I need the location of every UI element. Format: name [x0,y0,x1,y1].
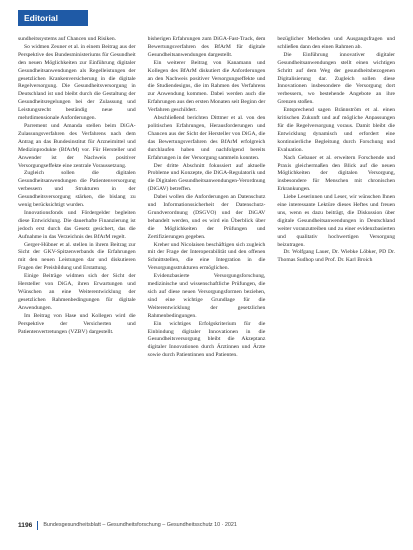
page-footer [18,519,395,531]
paragraph: Die Einführung innovativer digitaler Gesundheitsanwendungen stellt einen wichtigen Schritt auf dem Weg der gesundheitsbezogenen Digitalisierung dar. Zugleich sollen diese Innovationen insbesondere die Versorgung dort verbessern, wo bestehende Angebote an ihre Grenzen stoßen. [277,51,396,106]
paragraph: Im Beitrag von Hase und Kollegen wird die Perspektive der Versicherten und Patientenvertretungen (VZBV) dargestellt. [18,312,136,335]
paragraph: Parrement und Amanda stellen beim DiGA-Zulassungsverfahren des Verfahrens nach dem Antrag an das Bundesinstitut für Arzneimittel und Medizinprodukte (BfArM) vor. Für Hersteller und Anwender ist der Nachweis positiver Versorgungseffekte eine zentrale Voraussetzung. [18,122,136,169]
paragraph: Ein weiterer Beitrag von Kanamann und Kollegen des BfArM diskutiert die Anforderungen an den Nachweis positiver Versorgungseffekte und die Studiendesigns, die im Rahmen des Verfahrens zur Anwendung kommen. Dabei werden auch die Erfahrungen aus den ersten Monaten seit Beginn der Verfahren geschildert. [147,59,266,114]
paragraph: Einige Beiträge widmen sich der Sicht der Hersteller von DiGA, ihren Erwartungen und Wünschen an eine Weiterentwicklung der gesetzlichen Rahmenbedingungen für digitale Anwendungen. [18,273,136,311]
author-list: Dr. Wolfgang Lauer, Dr. Wiebke Löbker, PD Dr. Thomas Sudhop und Prof. Dr. Karl Broich [277,249,396,264]
paragraph: Dabei wollen die Anforderungen an Datenschutz und Informationssicherheit der Datenschutz-Grundverordnung (DSGVO) und der DiGAV behandelt werden, und es wird ein Überblick über die Möglichkeiten der Prüfungen und Zertifizierungen gegeben. [147,194,266,240]
paragraph: Evidenzbasierte Versorgungsforschung, medizinische und wissenschaftliche Prüfungen, die sich auf diese neuen Versorgungsformen beziehen, sind eine wichtige Grundlage für die Weiterentwicklung der gesetzlichen Rahmenbedingungen. [147,273,266,319]
paragraph: bezüglicher Methoden und Ausgangsfragen und schließen dann den einen Rahmen ab. [277,36,396,50]
paragraph: bisherigen Erfahrungen zum DiGA-Fast-Track, dem Bewertungsverfahren des BfArM für digitale Gesundheitsanwendungen dargestellt. [147,36,266,58]
text-column-1 [18,36,136,516]
article-body [18,36,395,516]
page-number: 1196 [18,521,38,530]
paragraph: Nach Gebauer et al. erweitern Forschende und Praxis gleichermaßen den Blick auf die neuen Möglichkeiten der digitalen Versorgung, insbesondere für Menschen mit chronischen Erkrankungen. [277,154,396,193]
paragraph: Zugleich sollen die digitalen Gesundheitsanwendungen die Patientenversorgung verbessern und Strukturen in der Gesundheitsversorgung stärken, die bislang zu wenig berücksichtigt wurden. [18,170,136,209]
paragraph: So widmen Zeuner et al. in einem Beitrag aus der Perspektive des Bundesministeriums für Gesundheit den neuen Möglichkeiten zur Einführung digitaler Gesundheitsanwendungen als Regelleistungen der gesetzlichen Krankenversicherung in die digitale Regelversorgung. Die Gesundheitsversorgung in Deutschland ist und bleibt durch die Gestaltung der Gesundheitsregelungen bei der Zulassung und Leistungsrecht beständig neue und mehrdimensionale Anforderungen. [18,43,136,122]
paragraph: sundheitssystems auf Chancen und Risiken. [18,36,117,42]
paragraph: Kreher und Nicolaisen beschäftigen sich zugleich mit der Frage der Interoperabilität und den offenen Schnittstellen, die eine Integration in die Versorgungsstrukturen ermöglichen. [147,241,266,272]
paragraph: Liebe Leserinnen und Leser, wir wünschen Ihnen eine interessante Lektüre dieses Heftes und freuen uns, wenn es dazu beiträgt, die Diskussion über digitale Gesundheitsanwendungen in Deutschland weiter voranzutreiben und zu einer evidenzbasierten und qualitativ hochwertigen Versorgung beizutragen. [277,194,396,248]
paragraph: Ein wichtiges Erfolgskriterium für die Einbindung digitaler Innovationen in die Gesundheitsversorgung bleibt die Akzeptanz digitaler Innovationen durch Ärztinnen und Ärzte sowie durch Patientinnen und Patienten. [147,320,266,359]
paragraph: Abschließend berichten Dittmer et al. von den politischen Erfahrungen, Herausforderungen und Chancen aus der Sicht der Hersteller von DiGA, die das Bewertungsverfahren des BfArM erfolgreich durchlaufen haben und nachfolgend bereits Erfahrungen in der Versorgung sammeln konnten. [147,115,266,161]
paragraph: Innovationsfonds und Fördergelder begleiten diese Entwicklung. Die dauerhafte Finanzierung ist jedoch erst durch das Gesetz gesichert, das die Aufnahme in das Verzeichnis des BfArM regelt. [18,209,136,240]
text-column-3 [277,36,395,516]
text-column-2 [148,36,266,516]
section-label: Editorial [18,10,88,26]
paragraph: Gerger-Hübner et al. stellen in ihrem Beitrag zur Sicht der GKV-Spitzenverbands die Erfahrungen mit den neuen Leistungen dar und diskutieren Fragen der Preisbildung und Erstattung. [18,241,136,272]
paragraph: Der dritte Abschnitt fokussiert auf aktuelle Probleme und Konzepte, die DiGA-Regulatorik und die Digitalen Gesundheitsanwendungen-Verordnung (DiGAV) betreffen. [147,162,266,193]
paragraph: Entsprechend sagen Brännström et al. einen kritischen Zukunft und auf mögliche Anpassungen für die Regelversorgung voraus. Damit bleibt die Entwicklung dynamisch und erfordert eine kontinuierliche Begleitung durch Forschung und Evaluation. [277,107,396,153]
journal-citation: Bundesgesundheitsblatt – Gesundheitsforschung – Gesundheitsschutz 10 · 2021 [43,522,237,528]
